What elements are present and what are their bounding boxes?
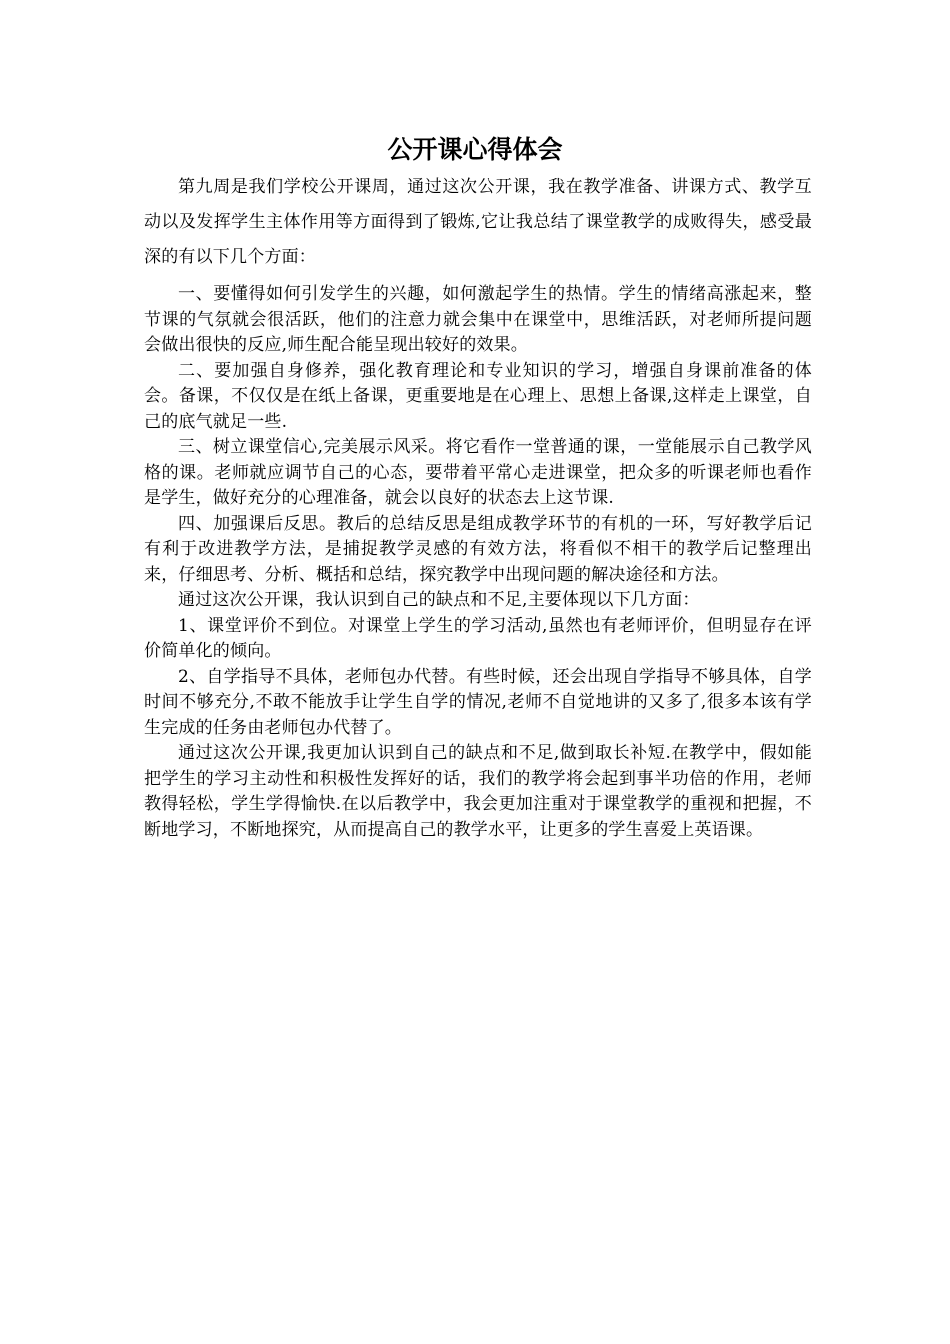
paragraph-shortcoming-2: 2、自学指导不具体，老师包办代替。有些时候，还会出现自学指导不够具体，自学时间不够充分,不敢不能放手让学生自学的情况,老师不自觉地讲的又多了,很多本该有学生完成的任务由老师包办代替了。 xyxy=(144,666,812,738)
paragraph-point-2: 二、要加强自身修养，强化教育理论和专业知识的学习，增强自身课前准备的体会。备课，不仅仅是在纸上备课，更重要地是在心理上、思想上备课,这样走上课堂，自己的底气就足一些. xyxy=(144,360,812,432)
main-section xyxy=(144,282,812,843)
paragraph-conclusion: 通过这次公开课,我更加认识到自己的缺点和不足,做到取长补短.在教学中，假如能把学生的学习主动性和积极性发挥好的话，我们的教学将会起到事半功倍的作用，老师教得轻松，学生学得愉快.在以后教学中，我会更加注重对于课堂教学的重视和把握，不断地学习，不断地探究，从而提高自己的教学水平，让更多的学生喜爱上英语课。 xyxy=(144,743,812,840)
paragraph-shortcomings-intro: 通过这次公开课，我认识到自己的缺点和不足,主要体现以下几方面： xyxy=(178,590,700,610)
paragraph-shortcoming-1: 1、课堂评价不到位。对课堂上学生的学习活动,虽然也有老师评价，但明显存在评价简单化的倾向。 xyxy=(144,615,812,661)
document-title: 公开课心得体会 xyxy=(387,135,563,164)
paragraph-point-1: 一、要懂得如何引发学生的兴趣，如何激起学生的热情。学生的情绪高涨起来，整节课的气氛就会很活跃，他们的注意力就会集中在课堂中，思维活跃，对老师所提问题会做出很快的反应,师生配合能呈现出较好的效果。 xyxy=(144,284,812,355)
paragraph-point-4: 四、加强课后反思。教后的总结反思是组成教学环节的有机的一环，写好教学后记有利于改进教学方法，是捕捉教学灵感的有效方法，将看似不相干的教学后记整理出来，仔细思考、分析、概括和总结，探究教学中出现问题的解决途径和方法。 xyxy=(144,513,812,585)
paragraph-point-3: 三、树立课堂信心,完美展示风采。将它看作一堂普通的课，一堂能展示自己教学风格的课。老师就应调节自己的心态，要带着平常心走进课堂，把众多的听课老师也看作是学生，做好充分的心理准备，就会以良好的状态去上这节课. xyxy=(144,437,812,508)
intro-paragraph: 第九周是我们学校公开课周，通过这次公开课，我在教学准备、讲课方式、教学互动以及发挥学生主体作用等方面得到了锻炼,它让我总结了课堂教学的成败得失，感受最深的有以下几个方面： xyxy=(144,177,812,267)
intro-section xyxy=(144,170,812,275)
